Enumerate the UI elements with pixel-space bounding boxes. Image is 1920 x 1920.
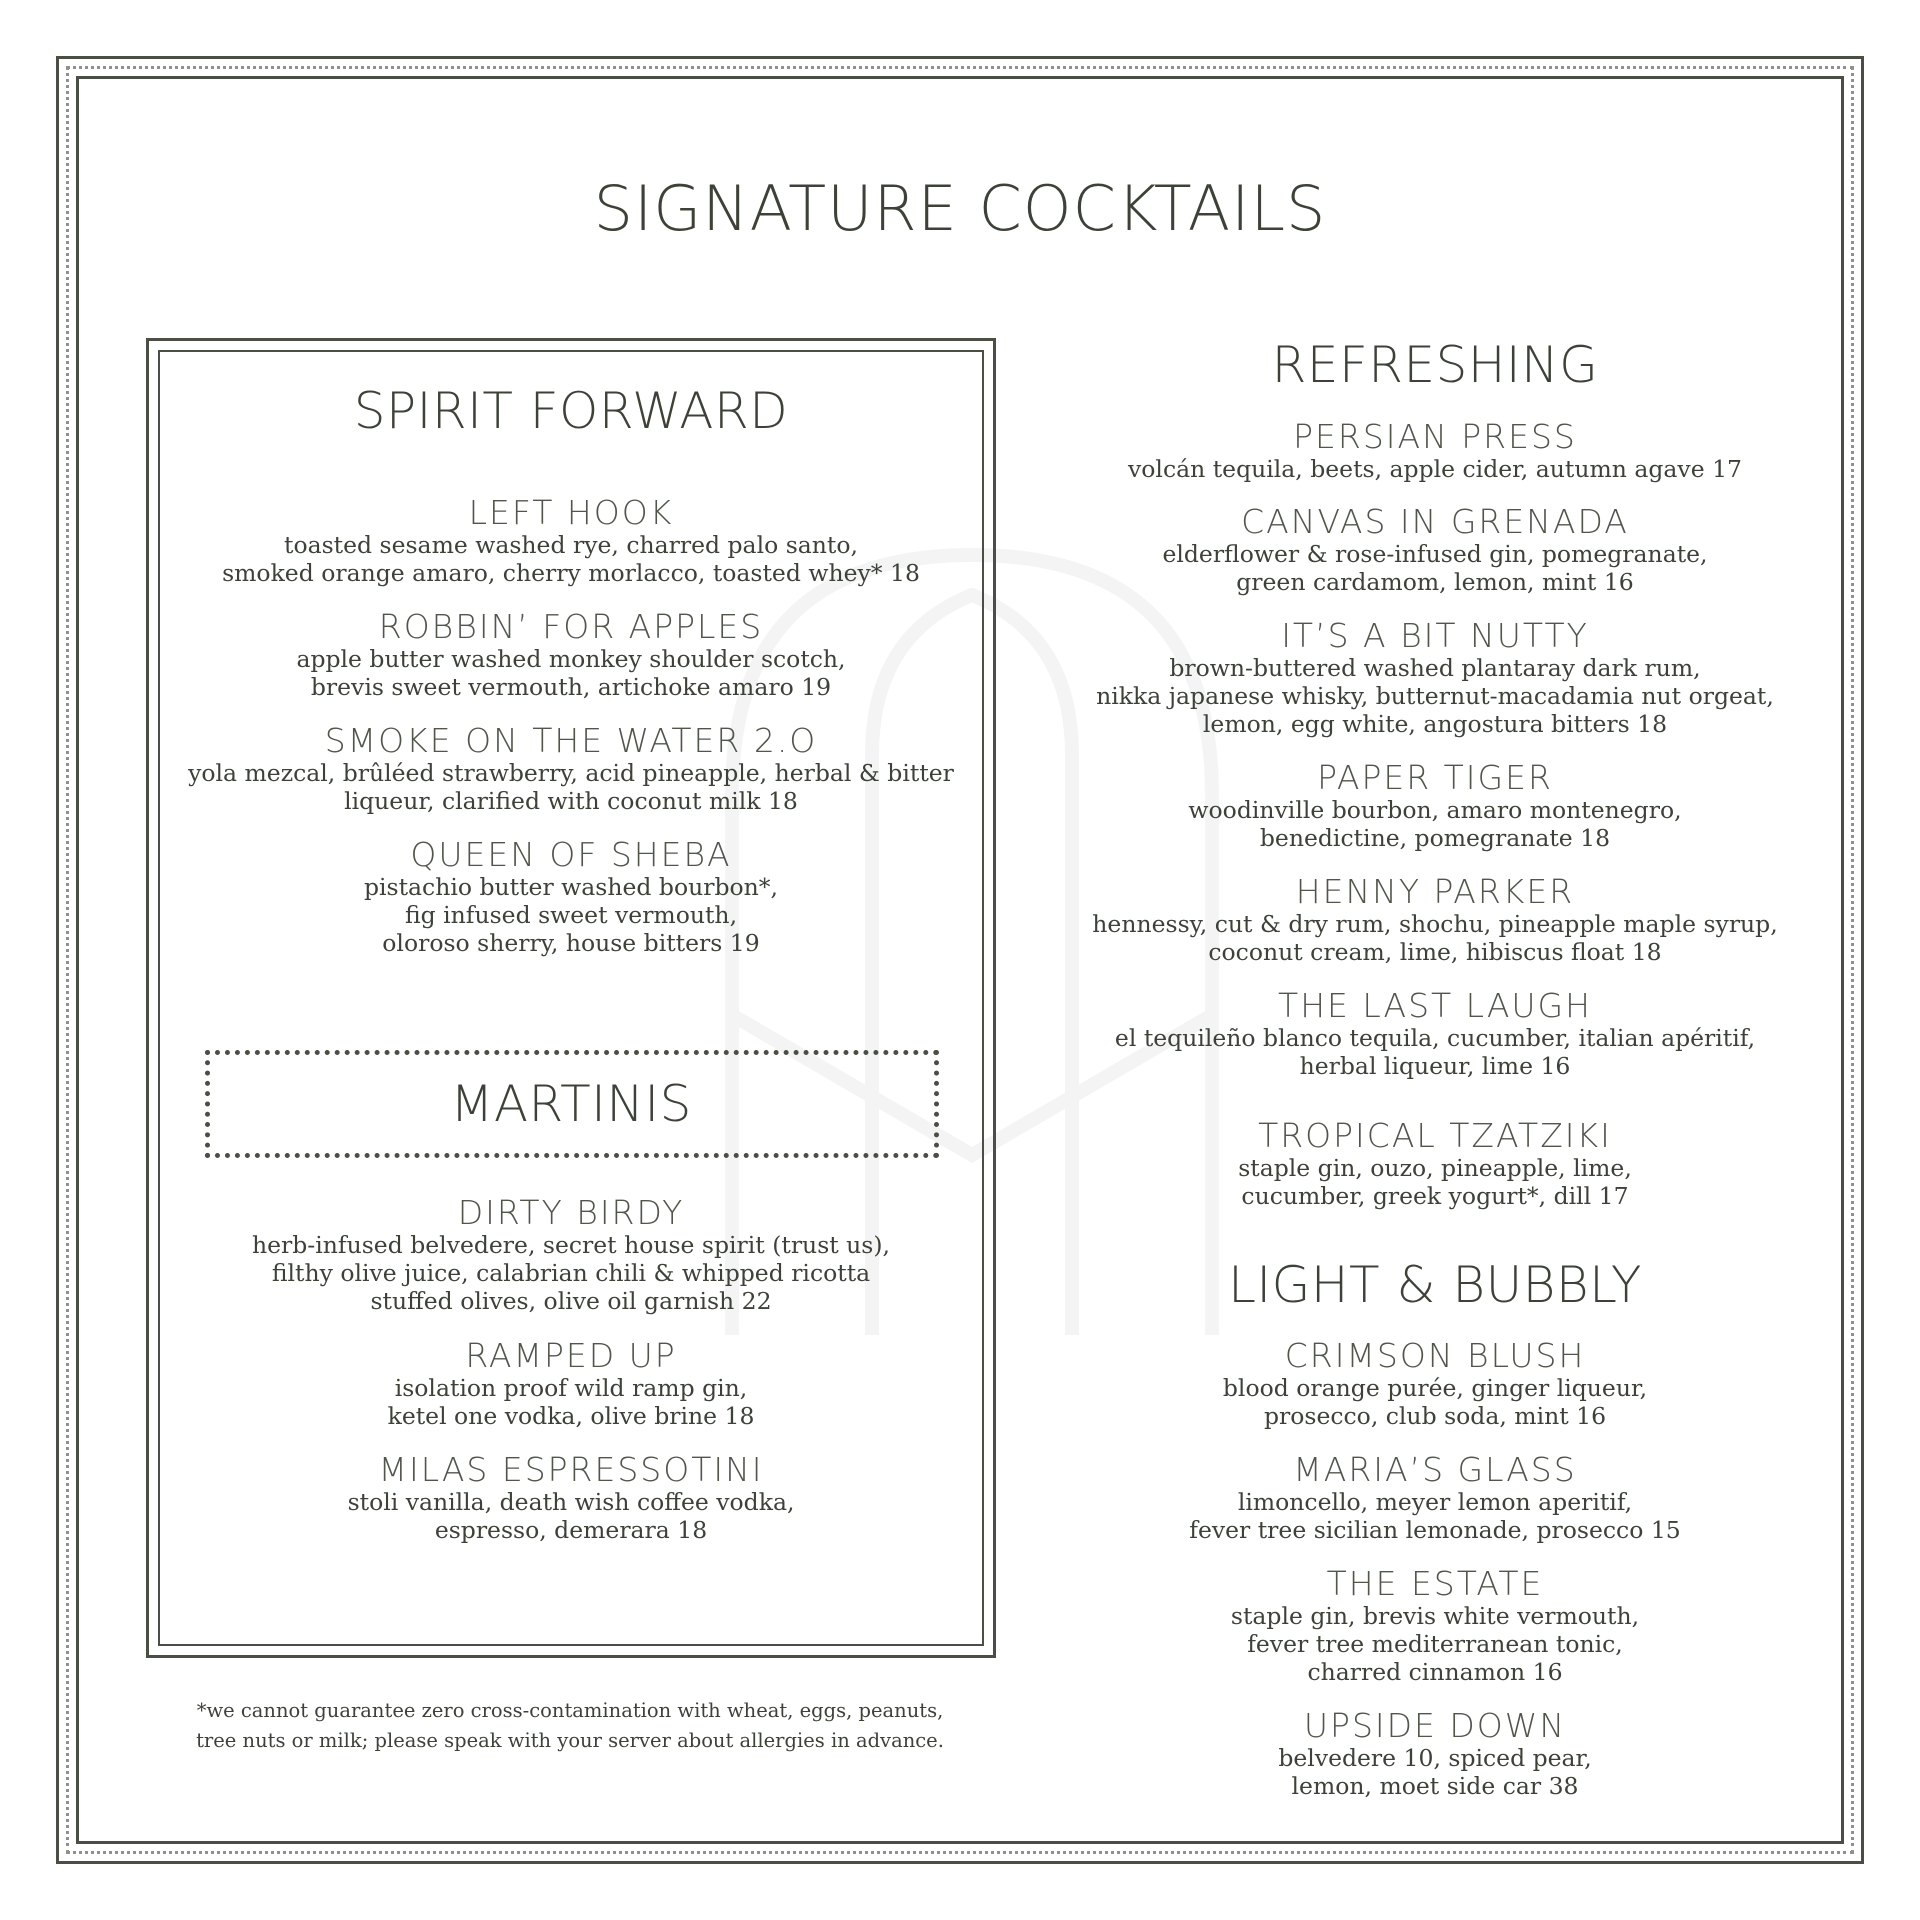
drink-name: UPSIDE DOWN [1303,1706,1567,1745]
drink-name: PAPER TIGER [1317,758,1553,797]
drink-description-line: hennessy, cut & dry rum, shochu, pineapple maple syrup, [1092,910,1778,938]
menu-item [158,1338,984,1430]
menu-item [158,1452,984,1544]
menu-item [158,495,984,587]
footnote-line: tree nuts or milk; please speak with your server about allergies in advance. [196,1729,944,1752]
drink-name: LEFT HOOK [468,493,674,532]
spirit-forward-heading: SPIRIT FORWARD [353,382,789,440]
drink-name: MARIA’S GLASS [1293,1450,1577,1489]
menu-item [1040,1452,1830,1544]
drink-description-line: stuffed olives, olive oil garnish 22 [370,1287,772,1315]
drink-description-line: brown-buttered washed plantaray dark rum, [1169,654,1701,682]
drink-description [1040,910,1830,966]
drink-name: CANVAS IN GRENADA [1241,502,1629,541]
drink-description-line: cucumber, greek yogurt*, dill 17 [1241,1182,1629,1210]
drink-description [1040,1602,1830,1686]
drink-description-line: staple gin, ouzo, pineapple, lime, [1238,1154,1632,1182]
light-bubbly-section [1040,1256,1830,1314]
drink-name: HENNY PARKER [1295,872,1575,911]
menu-item [158,723,984,815]
drink-description-line: fig infused sweet vermouth, [404,901,738,929]
drink-description [1040,540,1830,596]
drink-description [1040,1154,1830,1210]
drink-name: TROPICAL TZATZIKI [1258,1116,1612,1155]
menu-item [1040,419,1830,483]
drink-description-line: liqueur, clarified with coconut milk 18 [344,787,798,815]
footnote-line: *we cannot guarantee zero cross-contamination with wheat, eggs, peanuts, [196,1699,944,1722]
drink-description [1040,654,1830,738]
drink-description-line: yola mezcal, brûléed strawberry, acid pineapple, herbal & bitter [188,759,954,787]
drink-description [158,1231,984,1315]
drink-description-line: volcán tequila, beets, apple cider, autumn agave 17 [1128,455,1742,483]
drink-description-line: filthy olive juice, calabrian chili & whipped ricotta [271,1259,871,1287]
drink-description [1040,1024,1830,1080]
martinis-section [158,1075,984,1133]
menu-item [1040,1708,1830,1800]
drink-description [1040,1744,1830,1800]
drink-name: IT’S A BIT NUTTY [1281,616,1589,655]
menu-item [1040,988,1830,1080]
drink-description-line: toasted sesame washed rye, charred palo santo, [284,531,858,559]
drink-name: MILAS ESPRESSOTINI [378,1450,764,1489]
drink-description-line: coconut cream, lime, hibiscus float 18 [1208,938,1662,966]
menu-item [1040,1566,1830,1686]
drink-description [1040,796,1830,852]
menu-item [1040,618,1830,738]
drink-description-line: blood orange purée, ginger liqueur, [1222,1374,1648,1402]
drink-name: THE LAST LAUGH [1278,986,1592,1025]
drink-description [158,531,984,587]
drink-name: DIRTY BIRDY [457,1193,685,1232]
light-bubbly-heading: LIGHT & BUBBLY [1228,1256,1642,1314]
drink-name: ROBBIN’ FOR APPLES [378,607,764,646]
drink-description-line: espresso, demerara 18 [434,1516,708,1544]
drink-description-line: isolation proof wild ramp gin, [394,1374,748,1402]
drink-description-line: fever tree sicilian lemonade, prosecco 15 [1189,1516,1681,1544]
drink-name: THE ESTATE [1326,1564,1544,1603]
martinis-heading: MARTINIS [450,1075,692,1133]
menu-item [158,609,984,701]
drink-description-line: stoli vanilla, death wish coffee vodka, [347,1488,795,1516]
menu-item [158,1195,984,1315]
drink-description-line: nikka japanese whisky, butternut-macadamia nut orgeat, [1096,682,1774,710]
drink-description-line: charred cinnamon 16 [1307,1658,1563,1686]
menu-item [1040,504,1830,596]
drink-description-line: belvedere 10, spiced pear, [1278,1744,1592,1772]
drink-description [158,873,984,957]
drink-description-line: smoked orange amaro, cherry morlacco, toasted whey* 18 [222,559,920,587]
drink-name: QUEEN OF SHEBA [410,835,732,874]
menu-item [1040,760,1830,852]
menu-item [1040,1338,1830,1430]
drink-description [1040,455,1830,483]
menu-item [1040,1118,1830,1210]
drink-name: PERSIAN PRESS [1293,417,1577,456]
drink-description-line: fever tree mediterranean tonic, [1247,1630,1623,1658]
drink-description-line: elderflower & rose-infused gin, pomegranate, [1162,540,1708,568]
menu-item [158,837,984,957]
drink-description-line: brevis sweet vermouth, artichoke amaro 19 [310,673,832,701]
menu-item [1040,874,1830,966]
drink-name: RAMPED UP [465,1336,677,1375]
drink-description-line: herbal liqueur, lime 16 [1299,1052,1571,1080]
page-title: SIGNATURE COCKTAILS [593,172,1327,245]
drink-description-line: green cardamom, lemon, mint 16 [1236,568,1634,596]
drink-description-line: benedictine, pomegranate 18 [1259,824,1611,852]
drink-name: SMOKE ON THE WATER 2.O [324,721,818,760]
allergy-footnote [150,1696,990,1756]
drink-description-line: el tequileño blanco tequila, cucumber, italian apéritif, [1114,1024,1756,1052]
refreshing-section [1040,336,1830,394]
drink-description-line: woodinville bourbon, amaro montenegro, [1188,796,1682,824]
drink-description [158,1374,984,1430]
drink-description-line: pistachio butter washed bourbon*, [363,873,779,901]
drink-description-line: apple butter washed monkey shoulder scotch, [296,645,846,673]
drink-name: CRIMSON BLUSH [1284,1336,1586,1375]
drink-description-line: ketel one vodka, olive brine 18 [387,1402,755,1430]
drink-description-line: herb-infused belvedere, secret house spirit (trust us), [251,1231,890,1259]
spirit-forward-section [158,382,984,440]
drink-description-line: limoncello, meyer lemon aperitif, [1237,1488,1633,1516]
drink-description-line: oloroso sherry, house bitters 19 [382,929,760,957]
drink-description [1040,1488,1830,1544]
drink-description-line: lemon, moet side car 38 [1291,1772,1579,1800]
drink-description [158,759,984,815]
drink-description [158,1488,984,1544]
drink-description [1040,1374,1830,1430]
drink-description-line: prosecco, club soda, mint 16 [1263,1402,1607,1430]
drink-description [158,645,984,701]
drink-description-line: staple gin, brevis white vermouth, [1230,1602,1640,1630]
drink-description-line: lemon, egg white, angostura bitters 18 [1202,710,1668,738]
refreshing-heading: REFRESHING [1271,336,1599,394]
